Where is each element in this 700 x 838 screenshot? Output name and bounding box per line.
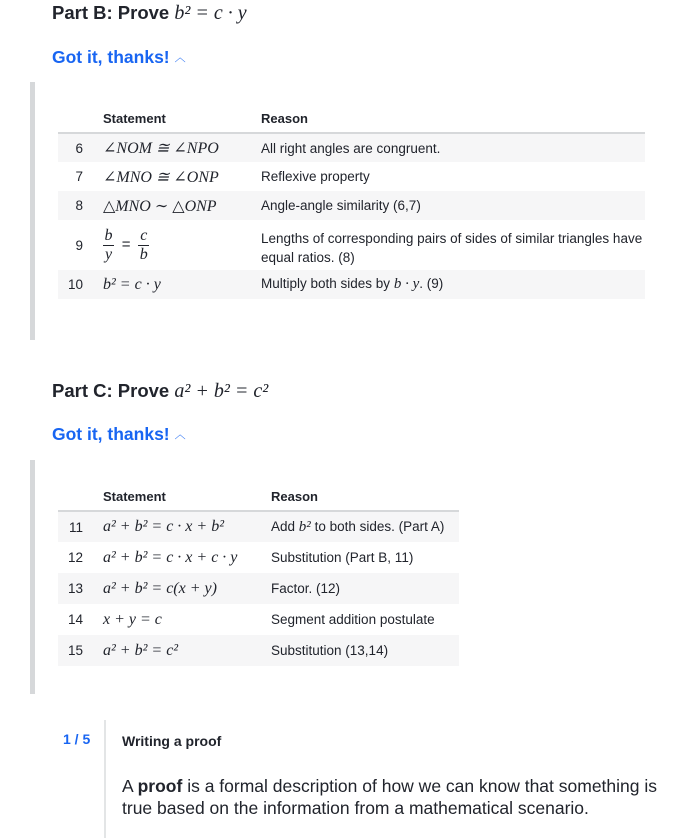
row-reason: All right angles are congruent. [261,133,645,162]
table-row [58,162,645,191]
table-row [58,573,459,604]
part-c-title-math: a² + b² = c² [174,380,269,402]
table-row [58,542,459,573]
table-row [58,191,645,220]
table-row [58,133,645,162]
part-c-proof-table [58,482,459,666]
row-number: 10 [58,270,103,299]
chevron-up-icon: ︿ [174,429,186,441]
row-number: 15 [58,635,103,666]
part-c-title [52,380,268,403]
table-row [58,635,459,666]
reason-header: Reason [261,104,645,133]
row-number: 12 [67,550,83,565]
equals-sign: = [121,235,131,253]
row-reason: Reflexive property [261,169,370,184]
table-row [58,511,459,542]
row-number: 14 [67,612,83,627]
part-b-title-text: Part B: Prove [52,2,170,23]
part-b-toggle-label: Got it, thanks! [52,47,170,67]
row-number: 9 [75,237,83,253]
chevron-up-icon: ︿ [174,52,186,64]
row-reason: Add b² to both sides. (Part A) [271,511,459,542]
card-heading: Writing a proof [122,733,222,749]
row-statement: a² + b² = c² [103,641,179,659]
part-b-title-math: b² = c · y [174,2,247,24]
row-statement: ∠NOM ≅ ∠NPO [103,140,219,157]
table-header-row [58,104,645,133]
part-b-left-bar [30,82,35,340]
row-reason: Substitution (Part B, 11) [271,550,414,565]
part-c-toggle-label: Got it, thanks! [52,424,170,444]
table-row [58,604,459,635]
row-number: 11 [58,511,103,542]
row-statement: a² + b² = c · x + c · y [103,548,238,566]
statement-header: Statement [103,104,261,133]
card-divider [104,720,106,838]
reason-header: Reason [271,482,459,511]
row-statement: △MNO ∼ △ONP [103,197,217,215]
row-statement: ∠MNO ≅ ∠ONP [103,168,219,186]
part-b-toggle-button[interactable] [52,47,186,68]
row-statement: a² + b² = c(x + y) [103,579,217,597]
row-statement [103,220,261,270]
row-number: 6 [58,133,103,162]
row-reason: Substitution (13,14) [271,635,459,666]
row-reason: Lengths of corresponding pairs of sides of similar triangles have equal ratios. (8) [261,231,643,265]
fraction-b-over-y: $\frac{b}{y}$ [104,226,113,263]
table-row [58,220,645,270]
statement-header: Statement [103,482,271,511]
part-c-title-text: Part C: Prove [52,380,170,401]
part-c-left-bar [30,460,35,694]
row-reason: Multiply both sides by b · y. (9) [261,270,645,299]
row-reason: Segment addition postulate [271,612,435,627]
row-number: 13 [58,573,103,604]
row-number: 7 [75,169,83,184]
row-statement: x + y = c [103,610,162,628]
row-statement: a² + b² = c · x + b² [103,518,224,535]
part-c-toggle-button[interactable] [52,424,186,445]
table-row [58,270,645,299]
row-reason: Factor. (12) [271,573,459,604]
card-body: A proof is a formal description of how we can know that something is true based on the information from a mathematical scenario. [122,776,657,818]
card-pager: 1 / 5 [63,731,91,747]
part-b-proof-table [58,104,645,299]
fraction-c-over-b: $\frac{c}{b}$ [139,226,148,263]
row-number: 8 [58,191,103,220]
table-header-row [58,482,459,511]
row-statement: b² = c · y [103,275,161,293]
row-reason: Angle-angle similarity (6,7) [261,191,645,220]
card-body-bold-term: proof [137,776,183,796]
part-b-title [52,2,247,25]
